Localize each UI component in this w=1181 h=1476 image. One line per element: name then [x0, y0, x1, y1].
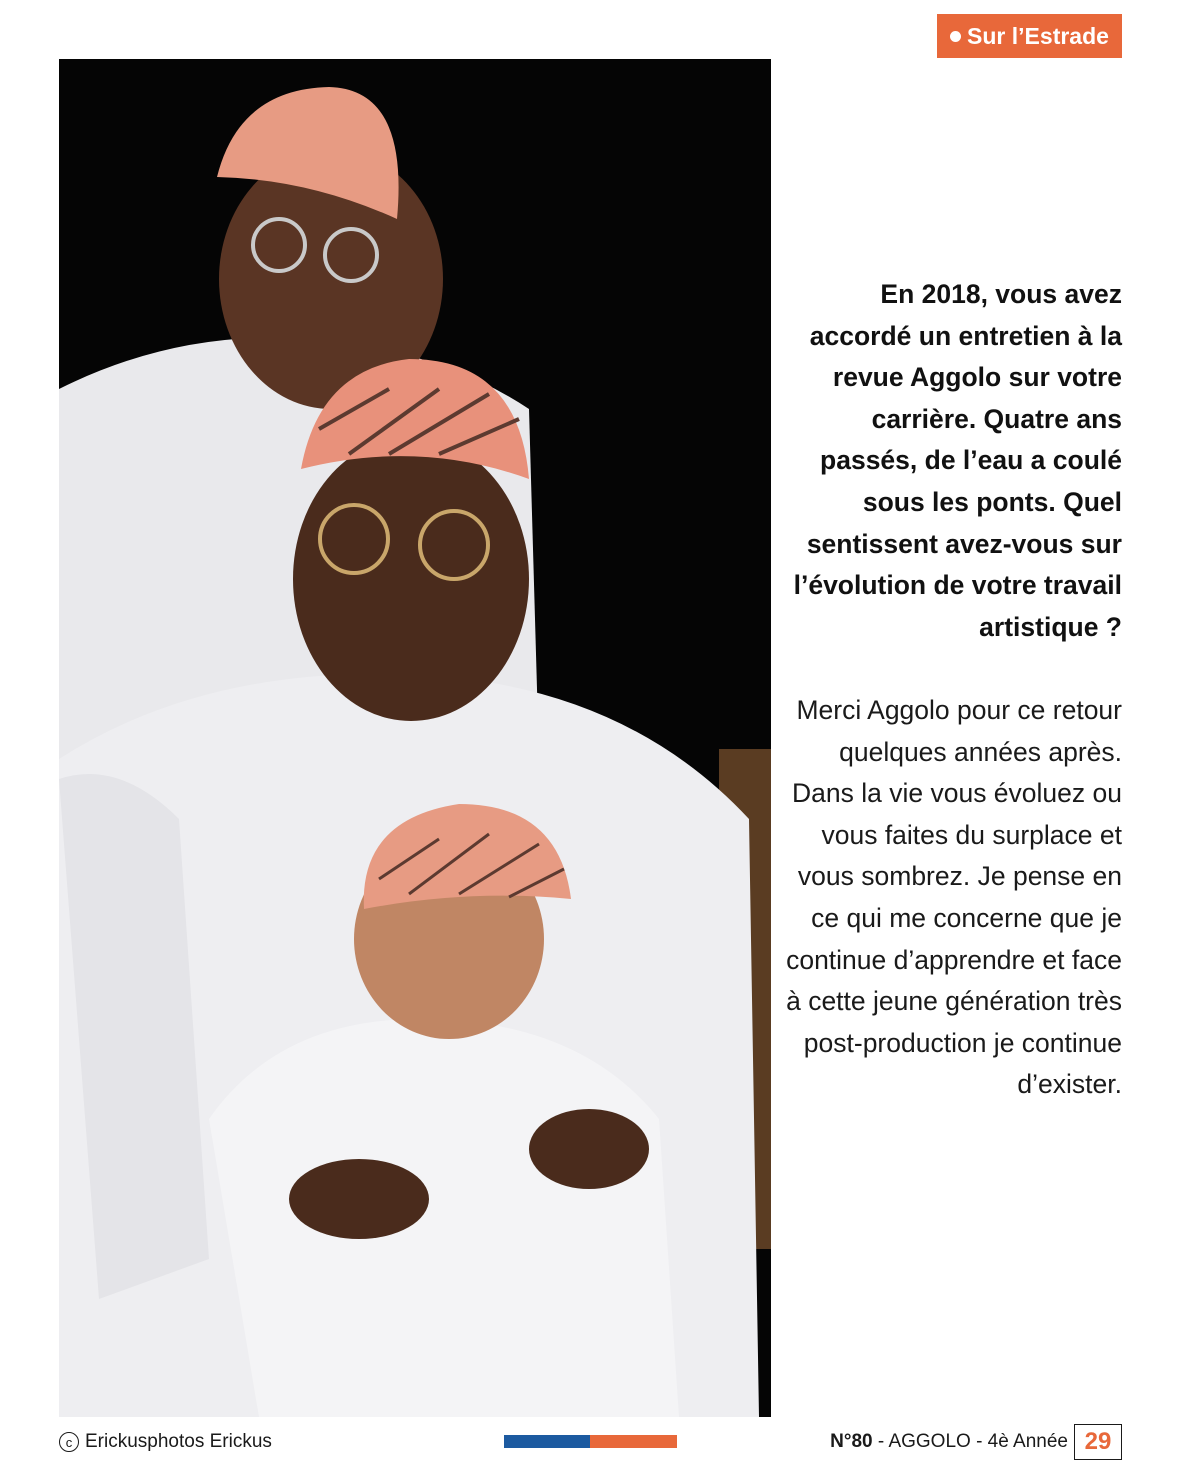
section-label: Sur l’Estrade	[967, 22, 1109, 49]
issue-details: - AGGOLO - 4è Année	[872, 1431, 1068, 1452]
page-number: 29	[1074, 1424, 1122, 1460]
footer-bar-blue	[504, 1435, 590, 1448]
section-tag	[937, 14, 1122, 58]
footer-color-bar	[504, 1435, 677, 1448]
interview-answer: Merci Aggolo pour ce retour quelques années après. Dans la vie vous évoluez ou vous faites du surplace et vous sombrez. Je pense en ce qui me concerne que je continue d’apprendre et face à cette jeune génération très post-production je continue d’exister.	[786, 695, 1122, 1100]
photo-credit	[59, 1428, 272, 1456]
issue-number: N°80	[830, 1431, 873, 1452]
interview-question: En 2018, vous avez accordé un entretien à la revue Aggolo sur votre carrière. Quatre ans passés, de l’eau a coulé sous les ponts. Quel sentissent avez-vous sur l’évolution de votre travail artistique ?	[793, 279, 1122, 642]
portrait-illustration	[59, 59, 771, 1417]
copyright-icon: c	[59, 1432, 79, 1452]
footer-bar-orange	[590, 1435, 677, 1448]
family-portrait-photo	[59, 59, 771, 1417]
issue-info	[760, 1428, 1068, 1456]
credit-text: Erickusphotos Erickus	[85, 1431, 272, 1452]
bullet-dot-icon	[950, 31, 961, 42]
